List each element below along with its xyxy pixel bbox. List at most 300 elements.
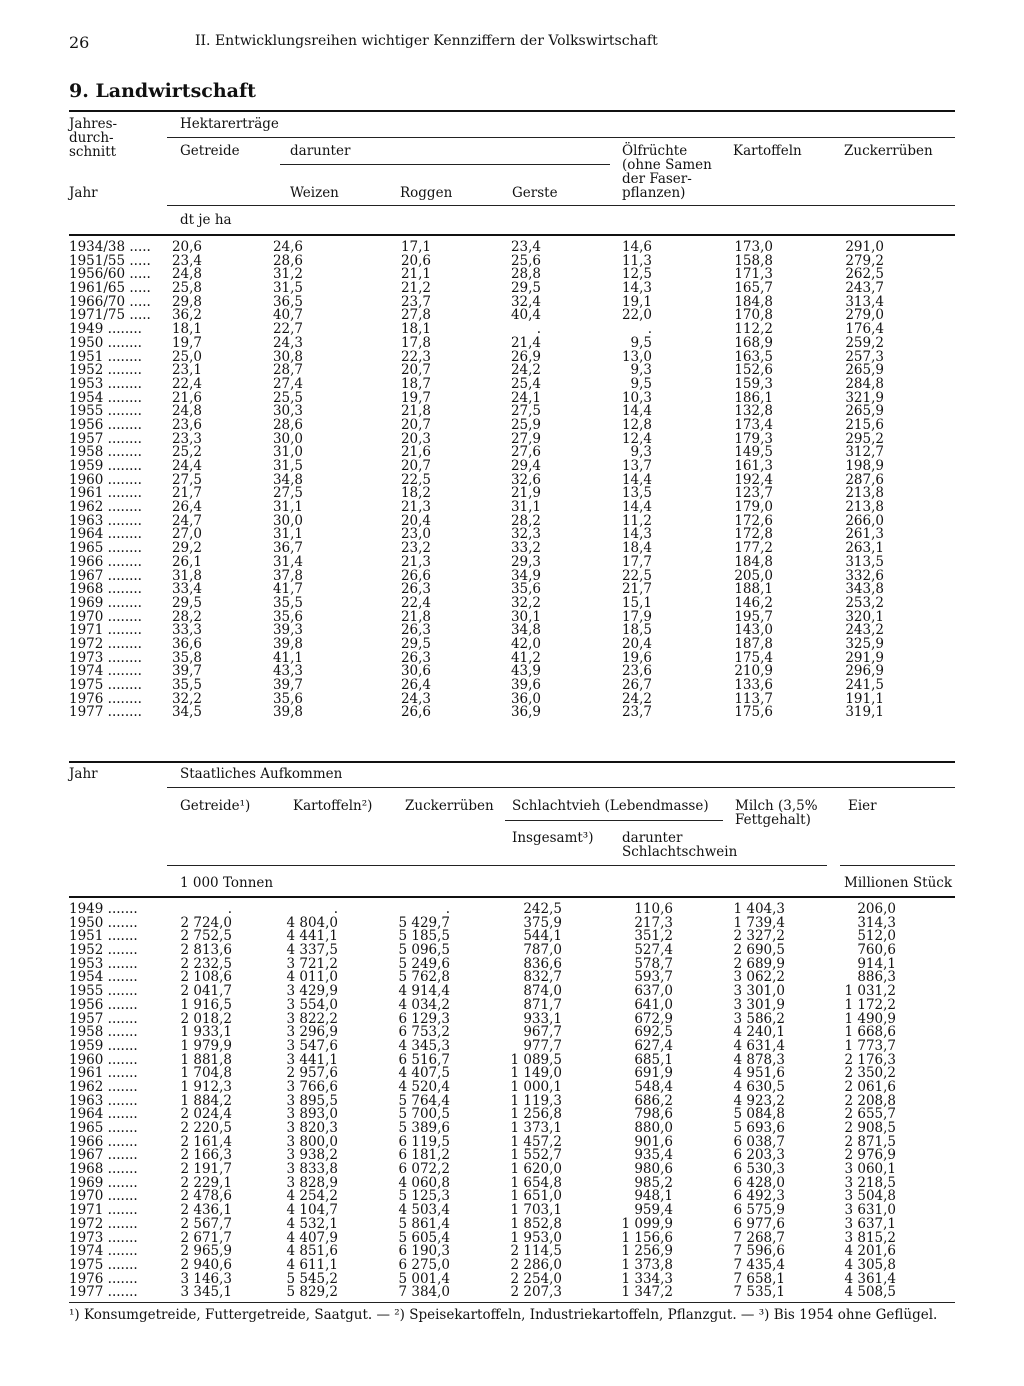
t2-year-cell: 1964 ....... (69, 1106, 138, 1123)
t1-cell: 40,7 (272, 307, 303, 324)
t1-cell: 20,7 (400, 458, 431, 474)
t1-cell: 13,0 (621, 348, 652, 365)
t2-cell: 5 249,6 (398, 955, 450, 972)
t1-cell: 175,4 (734, 649, 773, 666)
t2-cell: 1 881,8 (180, 1051, 232, 1068)
t2-cell: 2 478,6 (180, 1188, 232, 1205)
t1-cell: 21,8 (400, 608, 431, 625)
t2-cell: 871,7 (523, 996, 562, 1013)
t1-cell: 20,6 (400, 252, 431, 269)
t1-stub-line3: schnitt (69, 144, 117, 160)
t1-cell: 163,5 (734, 348, 773, 365)
t2-cell: 1 953,0 (510, 1229, 562, 1246)
t1-cell: 113,7 (734, 690, 773, 707)
t1-cell: 33,4 (171, 581, 202, 598)
t1-cell: 18,7 (400, 375, 431, 392)
t1-cell: 34,8 (272, 471, 303, 488)
t1-group-header: Hektarerträge (180, 116, 279, 132)
t2-year-cell: 1957 ....... (69, 1010, 138, 1027)
t2-cell: 5 389,6 (398, 1120, 450, 1136)
t1-cell: 176,4 (845, 321, 884, 338)
t2-cell: 5 185,5 (398, 928, 450, 945)
t2-cell: 3 441,1 (286, 1051, 338, 1068)
t1-cell: 32,2 (171, 690, 202, 707)
t1-cell: 9,5 (630, 334, 652, 351)
t2-cell: 1 668,6 (844, 1024, 896, 1041)
t1-cell: 28,8 (510, 266, 541, 283)
t2-col-zucker: Zuckerrüben (405, 798, 494, 814)
t1-cell: 33,3 (171, 622, 202, 639)
t2-cell: 1 457,2 (510, 1133, 562, 1150)
t1-cell: 43,3 (272, 663, 303, 680)
t1-cell: 23,7 (621, 704, 652, 721)
t2-cell: 641,0 (634, 996, 673, 1013)
t2-cell: 2 957,6 (286, 1065, 338, 1082)
t1-cell: 18,1 (400, 321, 431, 338)
t2-cell: 4 254,2 (286, 1188, 338, 1205)
t1-cell: 17,9 (621, 608, 652, 625)
t1-cell: 149,5 (734, 444, 773, 461)
t1-cell: 17,1 (400, 239, 431, 255)
t2-year-cell: 1970 ....... (69, 1188, 138, 1205)
t2-cell: 375,9 (523, 914, 562, 931)
t2-cell: 2 976,9 (844, 1147, 896, 1164)
t1-cell: 39,7 (171, 663, 202, 680)
t1-cell: 195,7 (734, 608, 773, 625)
t1-cell: 215,6 (845, 416, 884, 433)
t2-cell: 3 822,2 (286, 1010, 338, 1027)
t2-cell: 2 191,7 (180, 1161, 232, 1178)
t1-cell: 23,2 (400, 540, 431, 557)
t1-cell: 34,8 (510, 622, 541, 639)
t1-year-cell: 1949 ........ (69, 321, 142, 338)
t1-cell: 28,6 (272, 416, 303, 433)
t1-col-oel-3: der Faser- (622, 171, 692, 187)
t1-cell: 279,0 (845, 307, 884, 324)
t1-cell: 295,2 (845, 430, 884, 447)
t1-cell: 172,6 (734, 512, 773, 529)
t2-cell: 2 671,7 (180, 1229, 232, 1246)
t2-cell: 2 436,1 (180, 1202, 232, 1219)
t2-cell: 593,7 (634, 969, 673, 986)
t1-cell: 26,9 (510, 348, 541, 365)
t1-cell: 21,6 (400, 444, 431, 461)
t1-cell: 12,8 (621, 416, 652, 433)
t1-cell: 31,4 (272, 553, 303, 570)
t2-cell: 4 034,2 (398, 996, 450, 1013)
t1-cell: 32,4 (510, 293, 541, 310)
t1-year-cell: 1977 ........ (69, 704, 142, 721)
t1-year-cell: 1971/75 ..... (69, 307, 151, 324)
t2-cell: 3 554,0 (286, 996, 338, 1013)
t1-cell: 261,3 (845, 526, 884, 543)
t2-cell: 2 108,6 (180, 969, 232, 986)
t1-cell: 18,5 (621, 622, 652, 639)
t2-cell: 7 535,1 (733, 1284, 785, 1301)
t2-cell: 1 912,3 (180, 1078, 232, 1095)
t1-year-cell: 1976 ........ (69, 690, 142, 707)
t1-col-oel-4: pflanzen) (622, 185, 686, 201)
t2-cell: 1 149,0 (510, 1065, 562, 1082)
t2-unit-left: 1 000 Tonnen (180, 875, 274, 891)
t1-year-cell: 1953 ........ (69, 375, 142, 392)
t1-cell: 22,7 (272, 321, 303, 338)
t2-year-cell: 1967 ....... (69, 1147, 138, 1164)
t1-cell: 39,6 (510, 677, 541, 693)
t2-cell: 3 345,1 (180, 1284, 232, 1301)
t2-cell: 5 693,6 (733, 1120, 785, 1136)
t1-cell: 313,4 (845, 293, 884, 310)
t2-year-cell: 1975 ....... (69, 1256, 138, 1273)
t1-cell: 312,7 (845, 444, 884, 461)
t1-year-cell: 1951 ........ (69, 348, 142, 365)
t2-cell: 4 011,0 (286, 969, 338, 986)
t2-year-cell: 1963 ....... (69, 1092, 138, 1109)
t1-stub-line1: Jahres- (69, 116, 118, 132)
t1-cell: 27,8 (400, 307, 431, 324)
t2-cell: 692,5 (634, 1024, 673, 1041)
t2-cell: 2 690,5 (733, 942, 785, 959)
t1-year-cell: 1960 ........ (69, 471, 142, 488)
t2-cell: 2 752,5 (180, 928, 232, 945)
t1-cell: 27,5 (510, 403, 541, 420)
t1-col-darunter: darunter (290, 143, 351, 159)
t1-cell: 319,1 (845, 704, 884, 721)
t2-cell: 4 441,1 (286, 928, 338, 945)
t1-cell: 23,0 (400, 526, 431, 543)
t2-year-cell: 1958 ....... (69, 1024, 138, 1041)
t2-cell: 685,1 (634, 1051, 673, 1068)
t2-year-cell: 1953 ....... (69, 955, 138, 972)
t1-cell: 23,4 (171, 252, 202, 269)
t2-cell: 4 631,4 (733, 1037, 785, 1054)
t1-cell: 192,4 (734, 471, 773, 488)
t1-cell: 112,2 (734, 321, 773, 338)
t1-year-cell: 1973 ........ (69, 649, 142, 666)
t1-cell: 29,5 (171, 594, 202, 611)
t1-cell: 21,3 (400, 553, 431, 570)
t2-cell: 1 933,1 (180, 1024, 232, 1041)
t2-cell: 914,1 (857, 955, 896, 972)
t2-cell: 7 268,7 (733, 1229, 785, 1246)
t1-cell: 26,3 (400, 649, 431, 666)
t1-cell: 36,7 (272, 540, 303, 557)
t1-cell: 23,4 (510, 239, 541, 255)
t1-cell: 36,6 (171, 635, 202, 652)
t2-year-cell: 1969 ....... (69, 1174, 138, 1191)
t1-cell: 213,8 (845, 499, 884, 516)
t1-cell: 20,7 (400, 362, 431, 379)
t1-col-getreide: Getreide (180, 143, 240, 159)
t2-cell: 3 301,0 (733, 983, 785, 1000)
t2-cell: 4 337,5 (286, 942, 338, 959)
t1-cell: 31,1 (272, 526, 303, 543)
t2-year-cell: 1972 ....... (69, 1215, 138, 1232)
t2-unit-right: Millionen Stück (844, 875, 952, 891)
t1-col-roggen: Roggen (400, 185, 453, 201)
t2-cell: 1 156,6 (621, 1229, 673, 1246)
t2-cell: 4 923,2 (733, 1092, 785, 1109)
t1-cell: 37,8 (272, 567, 303, 584)
t2-cell: 1 256,9 (621, 1243, 673, 1260)
t2-year-cell: 1974 ....... (69, 1243, 138, 1260)
t1-cell: 29,4 (510, 458, 541, 474)
t2-cell: 548,4 (634, 1078, 673, 1095)
t1-year-cell: 1958 ........ (69, 444, 142, 461)
t1-year-cell: 1952 ........ (69, 362, 142, 379)
t1-cell: 213,8 (845, 485, 884, 502)
t2-cell: 4 630,5 (733, 1078, 785, 1095)
t1-col-zucker: Zuckerrüben (844, 143, 933, 159)
t2-cell: 4 407,5 (398, 1065, 450, 1082)
page-number: 26 (69, 33, 90, 52)
t2-cell: 5 762,8 (398, 969, 450, 986)
t1-cell: 21,3 (400, 499, 431, 516)
t1-cell: 20,3 (400, 430, 431, 447)
t1-cell: 28,2 (171, 608, 202, 625)
t2-cell: 3 938,2 (286, 1147, 338, 1164)
t1-cell: 291,0 (845, 239, 884, 255)
t1-cell: 35,5 (272, 594, 303, 611)
t1-cell: 28,6 (272, 252, 303, 269)
t2-cell: 1 119,3 (510, 1092, 562, 1109)
t2-group-rule (167, 787, 955, 788)
t2-cell: 637,0 (634, 983, 673, 1000)
t2-cell: 2 940,6 (180, 1256, 232, 1273)
t2-cell: 3 766,6 (286, 1078, 338, 1095)
t1-cell: 26,3 (400, 581, 431, 598)
t2-cell: 4 914,4 (398, 983, 450, 1000)
t2-cell: 2 567,7 (180, 1215, 232, 1232)
t1-cell: 24,2 (621, 690, 652, 707)
t1-cell: 21,1 (400, 266, 431, 283)
t2-cell: . (445, 901, 450, 917)
t2-year-cell: 1962 ....... (69, 1078, 138, 1095)
t2-cell: 4 532,1 (286, 1215, 338, 1232)
t1-cell: 177,2 (734, 540, 773, 557)
t1-cell: 26,3 (400, 622, 431, 639)
t1-cell: 23,7 (400, 293, 431, 310)
t1-cell: 36,2 (171, 307, 202, 324)
t1-cell: 173,4 (734, 416, 773, 433)
t2-cell: 4 508,5 (844, 1284, 896, 1301)
t1-year-cell: 1959 ........ (69, 458, 142, 474)
t1-year-cell: 1964 ........ (69, 526, 142, 543)
t1-cell: 191,1 (845, 690, 884, 707)
t1-cell: 179,3 (734, 430, 773, 447)
t2-cell: 967,7 (523, 1024, 562, 1041)
t2-row (69, 1286, 899, 1300)
t1-cell: 143,0 (734, 622, 773, 639)
t2-cell: 2 813,6 (180, 942, 232, 959)
t2-year-cell: 1968 ....... (69, 1161, 138, 1178)
t1-cell: 14,4 (621, 471, 652, 488)
t1-cell: 296,9 (845, 663, 884, 680)
t1-cell: 27,6 (510, 444, 541, 461)
t2-cell: 2 655,7 (844, 1106, 896, 1123)
t1-cell: 30,6 (400, 663, 431, 680)
t2-cell: 1 347,2 (621, 1284, 673, 1301)
t2-cell: 6 038,7 (733, 1133, 785, 1150)
t1-year-cell: 1968 ........ (69, 581, 142, 598)
t2-cell: 2 965,9 (180, 1243, 232, 1260)
t2-cell: 7 435,4 (733, 1256, 785, 1273)
t2-cell: 948,1 (634, 1188, 673, 1205)
t1-cell: 21,6 (171, 389, 202, 406)
t1-cell: 26,6 (400, 704, 431, 721)
t1-cell: 29,3 (510, 553, 541, 570)
t1-cell: 159,3 (734, 375, 773, 392)
t1-cell: 23,6 (621, 663, 652, 680)
t1-cell: 26,4 (400, 677, 431, 693)
t2-cell: 1 031,2 (844, 983, 896, 1000)
t1-cell: 263,1 (845, 540, 884, 557)
t1-cell: 257,3 (845, 348, 884, 365)
t1-unit: dt je ha (180, 212, 232, 228)
t2-cell: 985,2 (634, 1174, 673, 1191)
t2-cell: . (333, 901, 338, 917)
t2-cell: 798,6 (634, 1106, 673, 1123)
t2-cell: 1 256,8 (510, 1106, 562, 1123)
t1-col-weizen: Weizen (290, 185, 339, 201)
t1-cell: 17,8 (400, 334, 431, 351)
t2-cell: 1 979,9 (180, 1037, 232, 1054)
t1-cell: 28,7 (272, 362, 303, 379)
t1-cell: 20,4 (621, 635, 652, 652)
t1-unit-rule (167, 205, 955, 206)
t2-cell: 2 871,5 (844, 1133, 896, 1150)
t1-cell: 27,4 (272, 375, 303, 392)
t1-cell: 20,4 (400, 512, 431, 529)
table2-top-rule (69, 761, 955, 763)
t1-cell: 320,1 (845, 608, 884, 625)
t2-cell: 3 429,9 (286, 983, 338, 1000)
t2-cell: 3 820,3 (286, 1120, 338, 1136)
t1-cell: 30,0 (272, 512, 303, 529)
t2-cell: 3 721,2 (286, 955, 338, 972)
t2-cell: 1 651,0 (510, 1188, 562, 1205)
t1-cell: 184,8 (734, 293, 773, 310)
t1-cell: 21,7 (621, 581, 652, 598)
t1-cell: 30,1 (510, 608, 541, 625)
t1-cell: 32,3 (510, 526, 541, 543)
t2-cell: 3 060,1 (844, 1161, 896, 1178)
t2-cell: 627,4 (634, 1037, 673, 1054)
t1-year-cell: 1967 ........ (69, 567, 142, 584)
t2-year-cell: 1951 ....... (69, 928, 138, 945)
t1-cell: 14,3 (621, 280, 652, 297)
t2-cell: 6 181,2 (398, 1147, 450, 1164)
t1-stub-jahr: Jahr (69, 185, 98, 201)
t2-cell: 3 631,0 (844, 1202, 896, 1219)
t1-cell: 22,0 (621, 307, 652, 324)
t2-cell: 3 146,3 (180, 1270, 232, 1287)
t2-cell: 2 207,3 (510, 1284, 562, 1301)
t1-cell: 168,9 (734, 334, 773, 351)
t1-year-cell: 1961 ........ (69, 485, 142, 502)
t1-cell: 22,4 (400, 594, 431, 611)
t2-cell: 1 852,8 (510, 1215, 562, 1232)
t2-cell: 2 114,5 (510, 1243, 562, 1260)
t2-col-kartoffeln: Kartoffeln²) (293, 798, 373, 814)
t1-cell: 24,6 (272, 239, 303, 255)
t1-cell: 9,3 (630, 444, 652, 461)
t2-cell: 544,1 (523, 928, 562, 945)
t2-cell: 2 220,5 (180, 1120, 232, 1136)
t2-cell: 2 689,9 (733, 955, 785, 972)
t2-col-insgesamt: Insgesamt³) (512, 830, 594, 846)
t1-cell: 13,5 (621, 485, 652, 502)
t1-cell: 14,4 (621, 403, 652, 420)
t1-year-cell: 1950 ........ (69, 334, 142, 351)
t1-cell: 9,3 (630, 362, 652, 379)
t2-cell: 3 893,0 (286, 1106, 338, 1123)
t2-cell: 2 208,8 (844, 1092, 896, 1109)
t1-cell: 13,7 (621, 458, 652, 474)
t1-cell: 20,6 (171, 239, 202, 255)
t1-cell: 29,2 (171, 540, 202, 557)
t1-cell: 11,3 (621, 252, 652, 269)
t1-cell: 17,7 (621, 553, 652, 570)
t2-cell: 874,0 (523, 983, 562, 1000)
t2-cell: 787,0 (523, 942, 562, 959)
t1-cell: 158,8 (734, 252, 773, 269)
t1-cell: 31,5 (272, 458, 303, 474)
t2-cell: 2 061,6 (844, 1078, 896, 1095)
t1-cell: 14,3 (621, 526, 652, 543)
t1-cell: 265,9 (845, 362, 884, 379)
section-title: 9. Landwirtschaft (69, 80, 256, 102)
t1-cell: 14,6 (621, 239, 652, 255)
t1-year-cell: 1969 ........ (69, 594, 142, 611)
t1-cell: 30,3 (272, 403, 303, 420)
t1-cell: 18,1 (171, 321, 202, 338)
t2-year-cell: 1976 ....... (69, 1270, 138, 1287)
t1-cell: 25,2 (171, 444, 202, 461)
table1-top-rule (69, 110, 955, 112)
t2-year-cell: 1949 ....... (69, 901, 138, 917)
t1-cell: 291,9 (845, 649, 884, 666)
t2-cell: 1 490,9 (844, 1010, 896, 1027)
t1-cell: 34,5 (171, 704, 202, 721)
t1-stub-line2: durch- (69, 130, 114, 146)
t2-year-cell: 1959 ....... (69, 1037, 138, 1054)
t2-cell: 2 350,2 (844, 1065, 896, 1082)
t2-cell: 527,4 (634, 942, 673, 959)
t1-row (69, 706, 899, 720)
t1-year-cell: 1956/60 ..... (69, 266, 151, 283)
t2-cell: 901,6 (634, 1133, 673, 1150)
t2-cell: 1 172,2 (844, 996, 896, 1013)
t2-cell: 3 296,9 (286, 1024, 338, 1041)
t2-cell: 1 916,5 (180, 996, 232, 1013)
t1-group-rule (167, 137, 955, 138)
t1-year-cell: 1974 ........ (69, 663, 142, 680)
t2-cell: 1 099,9 (621, 1215, 673, 1232)
t2-year-cell: 1961 ....... (69, 1065, 138, 1082)
t1-year-cell: 1971 ........ (69, 622, 142, 639)
t2-cell: . (227, 901, 232, 917)
t2-cell: 1 552,7 (510, 1147, 562, 1164)
t2-cell: 4 104,7 (286, 1202, 338, 1219)
t1-cell: 35,6 (272, 608, 303, 625)
t2-cell: 1 773,7 (844, 1037, 896, 1054)
t2-cell: 4 407,9 (286, 1229, 338, 1246)
t1-cell: 39,7 (272, 677, 303, 693)
t2-cell: 242,5 (523, 901, 562, 917)
t1-cell: 43,9 (510, 663, 541, 680)
t2-cell: 6 275,0 (398, 1256, 450, 1273)
